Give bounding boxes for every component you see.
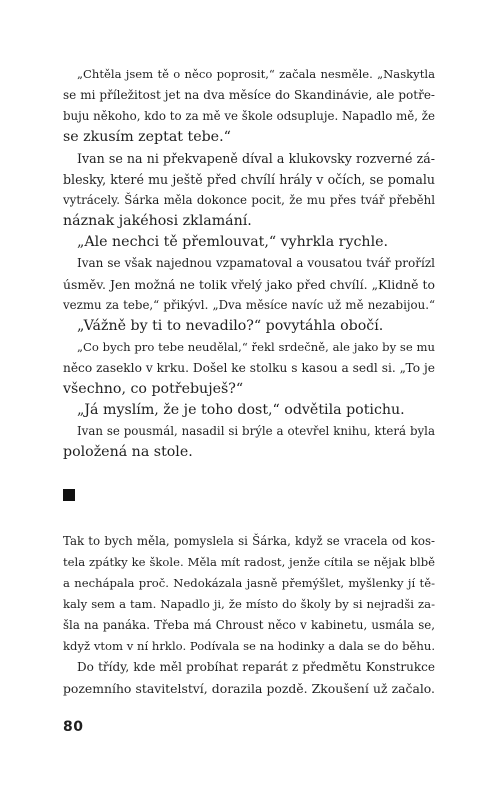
text-line: „Já myslím, že je toho dost,“ odvětila potichu.	[77, 402, 405, 418]
text-line: Tak to bych měla, pomyslela si Šárka, když se vracela od kos-	[63, 534, 435, 548]
text-line: buju někoho, kdo to za mě ve škole odsupluje. Napadlo mě, že	[63, 109, 435, 123]
text-line: vezmu za tebe,“ přikývl. „Dva měsíce navíc už mě nezabijou.“	[63, 298, 435, 312]
text-line: „Co bych pro tebe neudělal,“ řekl srdečně, ale jako by se mu	[77, 340, 435, 354]
text-block-narrative	[63, 531, 435, 699]
text-line: Ivan se však najednou vzpamatoval a vousatou tvář prořízl	[77, 256, 435, 270]
text-line: všechno, co potřebuješ?“	[63, 381, 244, 397]
text-line: pozemního stavitelství, dorazila pozdě. Zkoušení už začalo.	[63, 681, 435, 696]
text-line: úsměv. Jen možná ne tolik vřelý jako před chvílí. „Klidně to	[63, 277, 435, 292]
text-line: něco zaseklo v krku. Došel ke stolku s kasou a sedl si. „To je	[63, 361, 435, 375]
section-break-square	[63, 489, 75, 501]
text-block-dialogue	[63, 64, 435, 463]
text-line: „Chtěla jsem tě o něco poprosit,“ začala nesměle. „Naskytla	[77, 67, 435, 81]
text-line: kaly sem a tam. Napadlo ji, že místo do školy by si nejradši za-	[63, 597, 435, 611]
text-line: když vtom v ní hrklo. Podívala se na hodinky a dala se do běhu.	[63, 639, 435, 653]
page-number: 80	[63, 719, 84, 735]
text-line: Do třídy, kde měl probíhat reparát z předmětu Konstrukce	[77, 660, 435, 674]
text-line: náznak jakéhosi zklamání.	[63, 213, 252, 229]
text-line: „Vážně by ti to nevadilo?“ povytáhla obočí.	[77, 318, 384, 334]
text-line: blesky, které mu ještě před chvílí hrály v očích, se pomalu	[63, 172, 435, 187]
text-line: vytrácely. Šárka měla dokonce pocit, že mu přes tvář přeběhl	[63, 193, 435, 207]
text-line: se zkusím zeptat tebe.“	[63, 129, 231, 145]
text-line: šla na panáka. Třeba má Chroust něco v kabinetu, usmála se,	[63, 618, 435, 632]
text-line: a nechápala proč. Nedokázala jasně přemýšlet, myšlenky jí tě-	[63, 576, 435, 590]
text-line: Ivan se pousmál, nasadil si brýle a otevřel knihu, která byla	[77, 424, 435, 438]
text-line: tela zpátky ke škole. Měla mít radost, jenže cítila se nějak blbě	[63, 555, 435, 569]
text-line: Ivan se na ni překvapeně díval a klukovsky rozverné zá-	[77, 151, 435, 166]
text-line: „Ale nechci tě přemlouvat,“ vyhrkla rychle.	[77, 234, 389, 250]
text-line: se mi příležitost jet na dva měsíce do Skandinávie, ale potře-	[63, 88, 435, 102]
text-line: položená na stole.	[63, 444, 193, 460]
